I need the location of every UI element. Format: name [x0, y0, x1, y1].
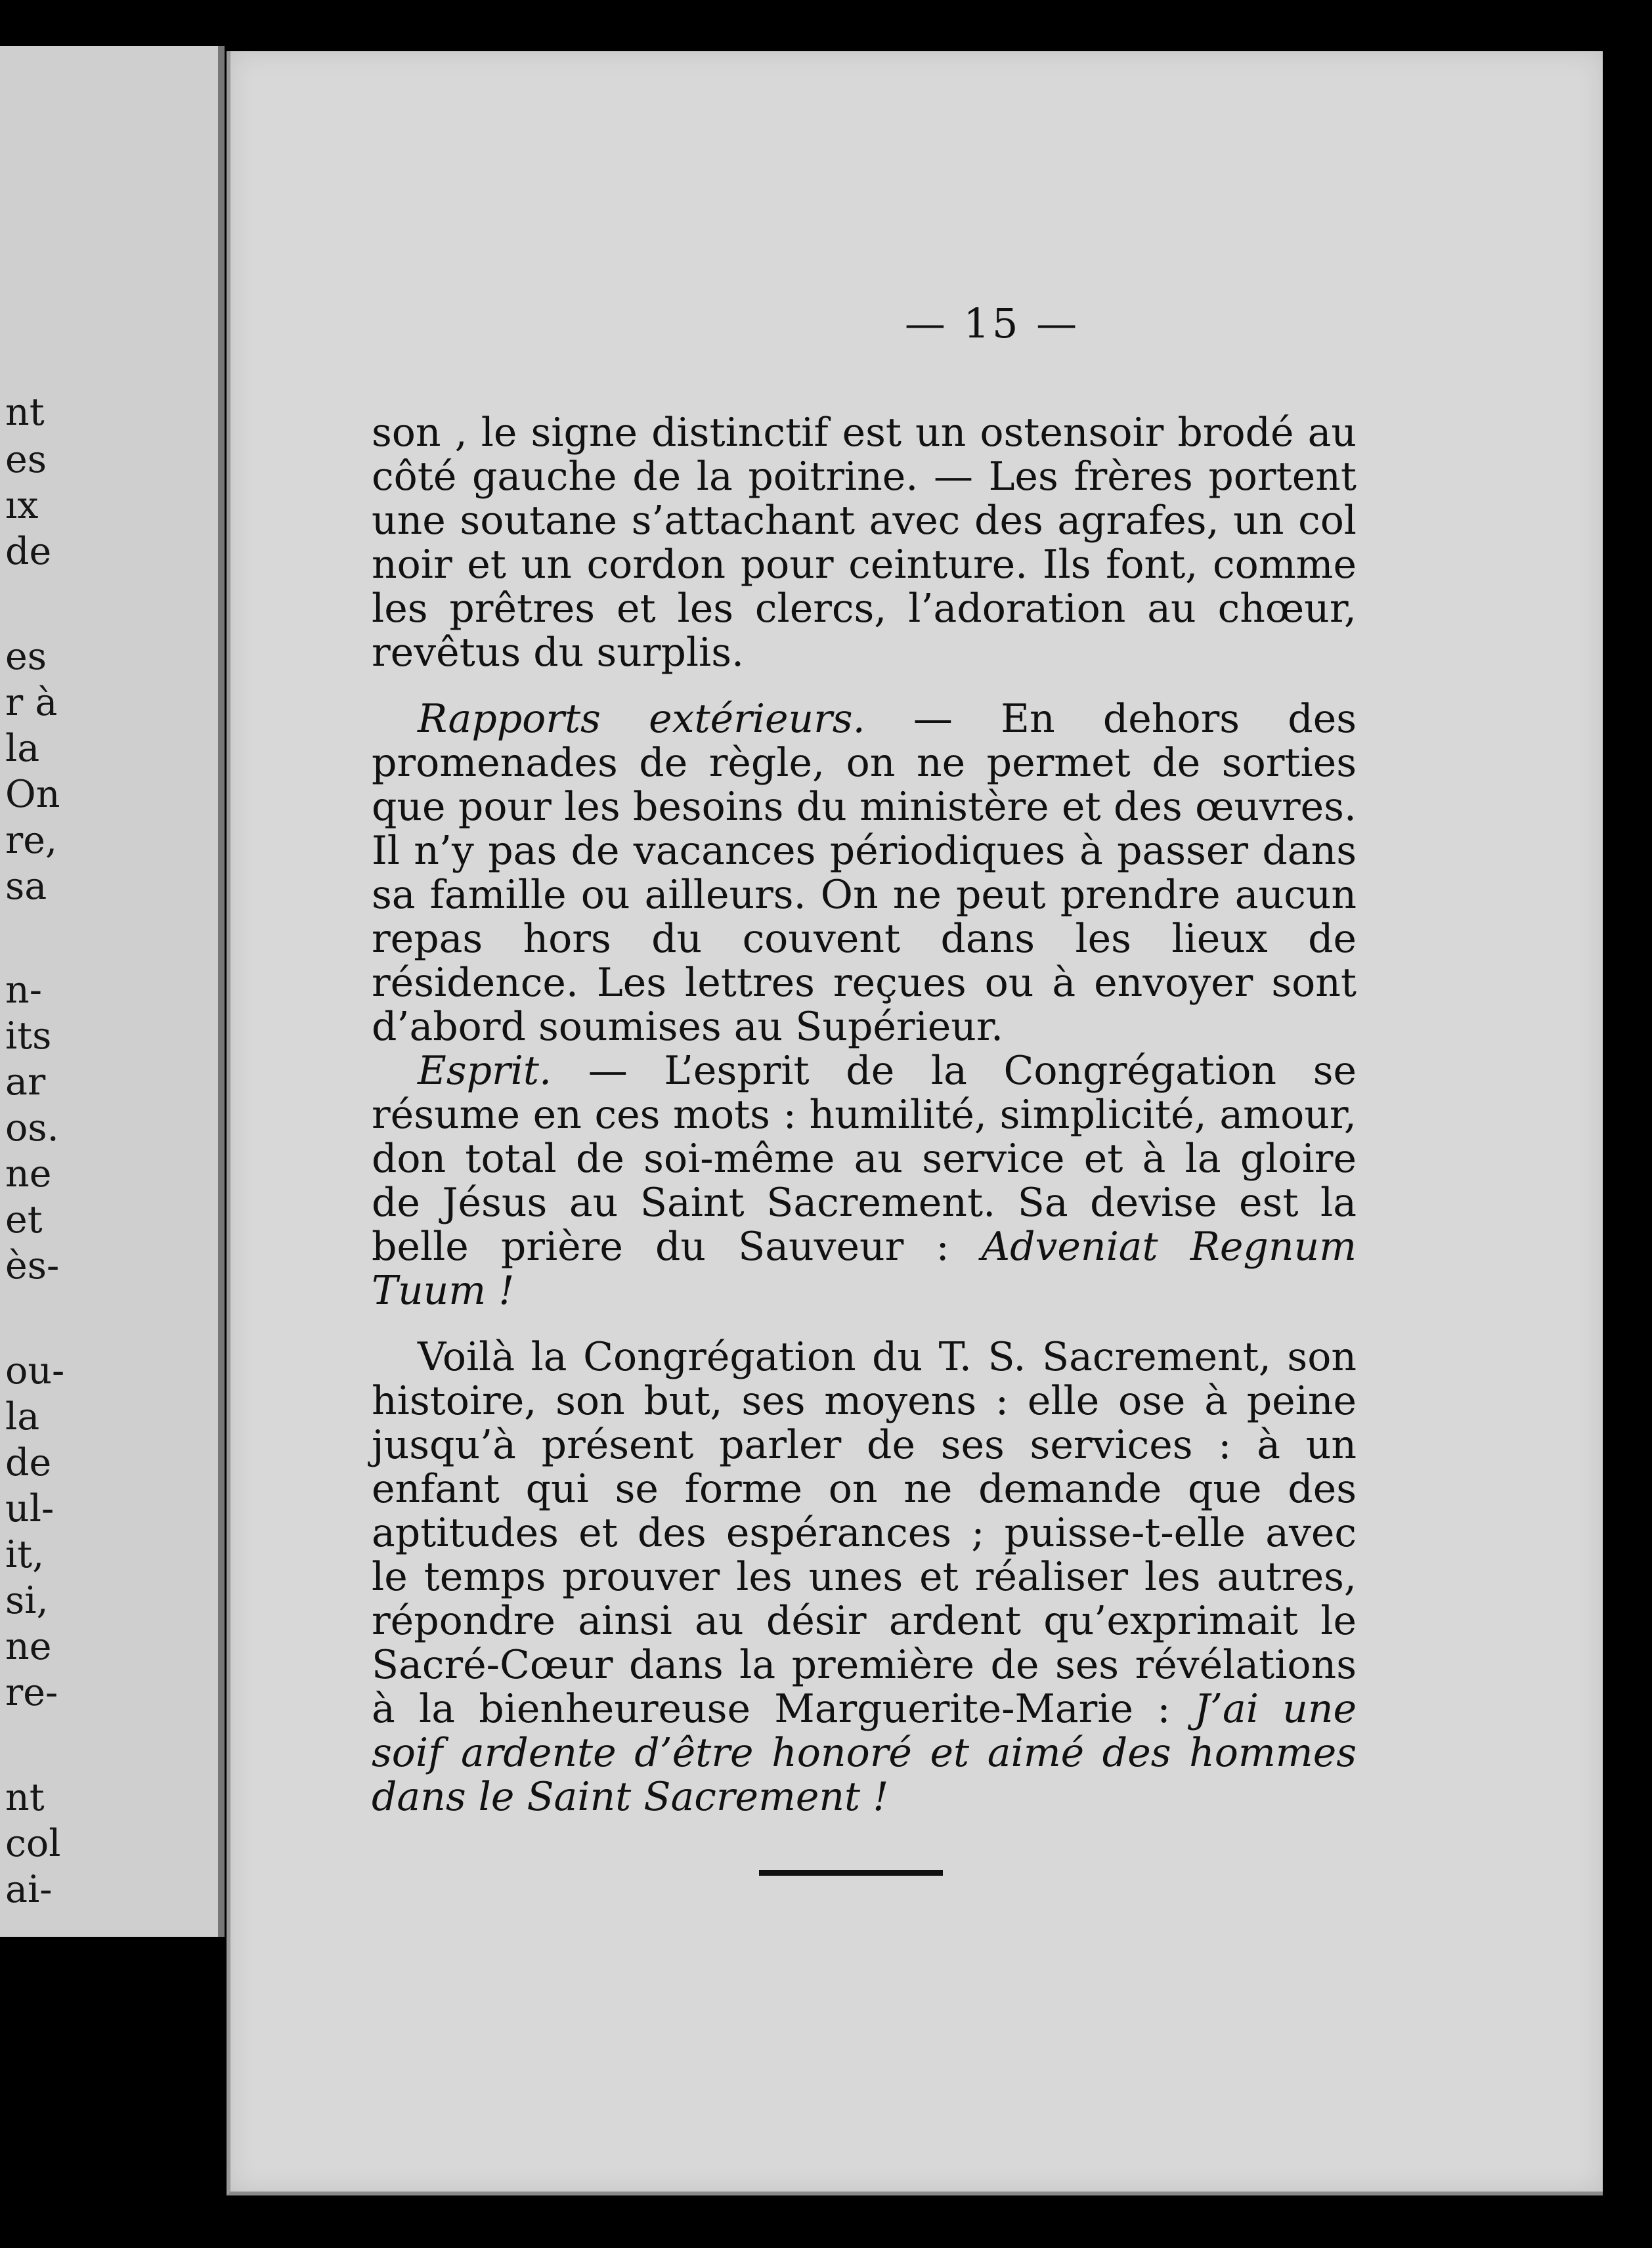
prev-page-fragment: it,	[5, 1533, 45, 1576]
prev-page-fragment: ıx	[5, 484, 39, 527]
page-number: — 15 —	[904, 299, 1080, 347]
body-text	[372, 411, 1357, 1819]
prev-page-fragment: r à	[5, 681, 58, 724]
paragraph-text: — L’esprit de la Congrégation se résume en ces mots : humilité, simplicité, amour, don total de soi-même au service et à la gloire de Jésus au Saint Sacrement. Sa devise est la belle prière du Sauveur :	[372, 1048, 1357, 1270]
prev-page-fragment: es	[5, 438, 47, 481]
paragraph-rapports-exterieurs	[372, 697, 1357, 1049]
prev-page-fragment: On	[5, 773, 60, 816]
prev-page-fragment: ai-	[5, 1868, 53, 1911]
prev-page-fragment: sa	[5, 865, 47, 908]
prev-page-fragment: la	[5, 1395, 40, 1438]
prev-page-fragment: ar	[5, 1060, 46, 1104]
prev-page-fragment: et	[5, 1198, 43, 1242]
prev-page-fragment: re,	[5, 819, 58, 862]
prev-page-fragment: ne	[5, 1625, 52, 1668]
prev-page-fragment: de	[5, 530, 52, 573]
paragraph-uniform	[372, 411, 1357, 675]
section-heading: Esprit.	[418, 1048, 552, 1094]
prev-page-fragment: ou-	[5, 1349, 65, 1393]
paragraph-text: son , le signe distinctif est un ostensoir brodé au côté gauche de la poitrine. — Les frères portent une soutane s’attachant avec des agrafes, un col noir et un cordon pour ceinture. Ils font, comme les prêtres et les clercs, l’adoration au chœur, revêtus du surplis.	[372, 410, 1357, 676]
paragraph-esprit	[372, 1049, 1357, 1313]
prev-page-fragment: si,	[5, 1579, 49, 1622]
motto: Adveniat Regnum Tuum !	[372, 1224, 1357, 1314]
prev-page-fragment: its	[5, 1014, 52, 1058]
prev-page-fragment: nt	[5, 1776, 45, 1819]
prev-page-fragment: es	[5, 635, 47, 678]
book-page	[227, 51, 1603, 2195]
prev-page-fragment: de	[5, 1441, 52, 1484]
prev-page-fragment: ne	[5, 1152, 52, 1196]
prev-page-fragment: nt	[5, 391, 45, 434]
section-heading: Rapports extérieurs.	[418, 696, 865, 742]
paragraph-text: Voilà la Congrégation du T. S. Sacrement, son histoire, son but, ses moyens : elle ose à peine jusqu’à présent parler de ses services : à un enfant qui se forme on ne demande que des aptitudes et des espérances ; puisse-t-elle avec le temps prouver les unes et réaliser les autres, répondre ainsi au désir ardent qu’exprimait le Sacré-Cœur dans la première de ses révélations à la bienheureuse Marguerite-Marie :	[372, 1334, 1357, 1732]
closing-rule	[759, 1870, 943, 1876]
prev-page-fragment: col	[5, 1822, 61, 1865]
prev-page-fragment: os.	[5, 1106, 59, 1150]
prev-page-fragment: ul-	[5, 1487, 54, 1530]
prev-page-fragment: ès-	[5, 1244, 60, 1287]
paragraph-text: — En dehors des promenades de règle, on ne permet de sorties que pour les besoins du ministère et des œuvres. Il n’y pas de vacances périodiques à passer dans sa famille ou ailleurs. On ne peut prendre aucun repas hors du couvent dans les lieux de résidence. Les lettres reçues ou à envoyer sont d’abord soumises au Supérieur.	[372, 696, 1357, 1050]
previous-page-edge	[0, 46, 225, 1937]
prev-page-fragment: la	[5, 727, 40, 770]
prev-page-fragment: n-	[5, 968, 42, 1012]
closing-quote: J’ai une soif ardente d’être honoré et aimé des hommes dans le Saint Sacrement !	[372, 1686, 1357, 1820]
prev-page-fragment: re-	[5, 1671, 58, 1714]
paragraph-conclusion	[372, 1335, 1357, 1819]
